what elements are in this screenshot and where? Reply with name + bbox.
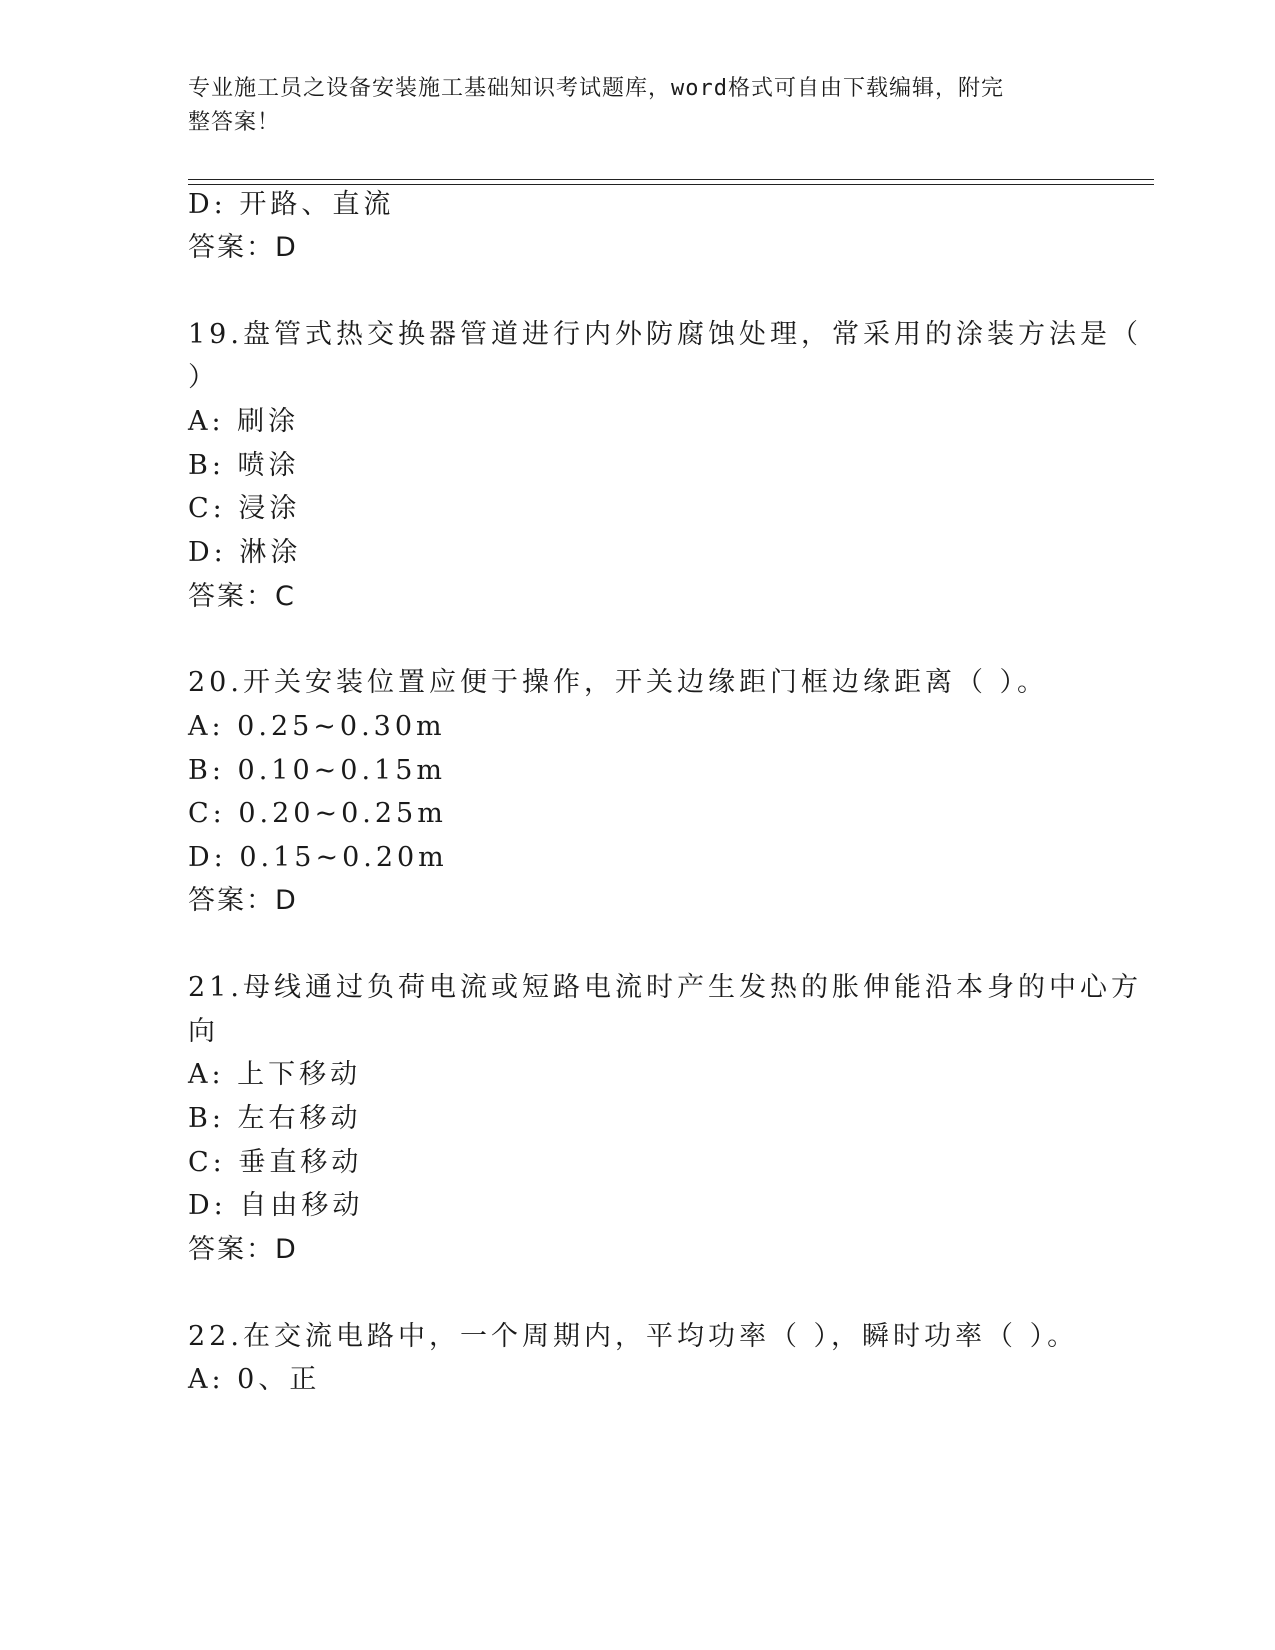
header-divider-top: [188, 179, 1154, 180]
document-header: [188, 72, 1068, 140]
question-stem-cont: ）: [188, 362, 219, 393]
question-stem: 19.盘管式热交换器管道进行内外防腐蚀处理，常采用的涂装方法是（: [188, 319, 1142, 350]
option-c: C: 垂直移动: [188, 1147, 363, 1178]
header-divider-bottom: [188, 184, 1154, 185]
option-b: B: 左右移动: [188, 1103, 362, 1134]
header-line-1: 专业施工员之设备安装施工基础知识考试题库，word格式可自由下载编辑，附完: [188, 76, 1004, 101]
option-d: D: 自由移动: [188, 1190, 364, 1221]
answer: 答案：C: [188, 581, 296, 612]
option-c: C: 浸涂: [188, 493, 301, 524]
question-stem: 21.母线通过负荷电流或短路电流时产生发热的胀伸能沿本身的中心方: [188, 972, 1142, 1003]
option-d: D: 开路、直流: [188, 189, 395, 220]
answer: 答案：D: [188, 1234, 298, 1265]
option-b: B: 0.10~0.15m: [188, 755, 446, 786]
option-c: C: 0.20~0.25m: [188, 798, 447, 829]
option-a: A: 上下移动: [188, 1059, 362, 1090]
option-d: D: 淋涂: [188, 537, 302, 568]
question-stem: 22.在交流电路中，一个周期内，平均功率（ ），瞬时功率（ ）。: [188, 1321, 1079, 1352]
header-line-2: 整答案！: [188, 110, 281, 135]
option-a: A: 刷涂: [188, 406, 300, 437]
option-a: A: 0、正: [188, 1364, 321, 1395]
option-b: B: 喷涂: [188, 450, 300, 481]
question-stem-cont: 向: [188, 1016, 219, 1047]
answer: 答案：D: [188, 885, 298, 916]
question-stem: 20.开关安装位置应便于操作，开关边缘距门框边缘距离（ ）。: [188, 667, 1049, 698]
option-d: D: 0.15~0.20m: [188, 842, 448, 873]
option-a: A: 0.25~0.30m: [188, 711, 446, 742]
answer: 答案：D: [188, 232, 298, 263]
